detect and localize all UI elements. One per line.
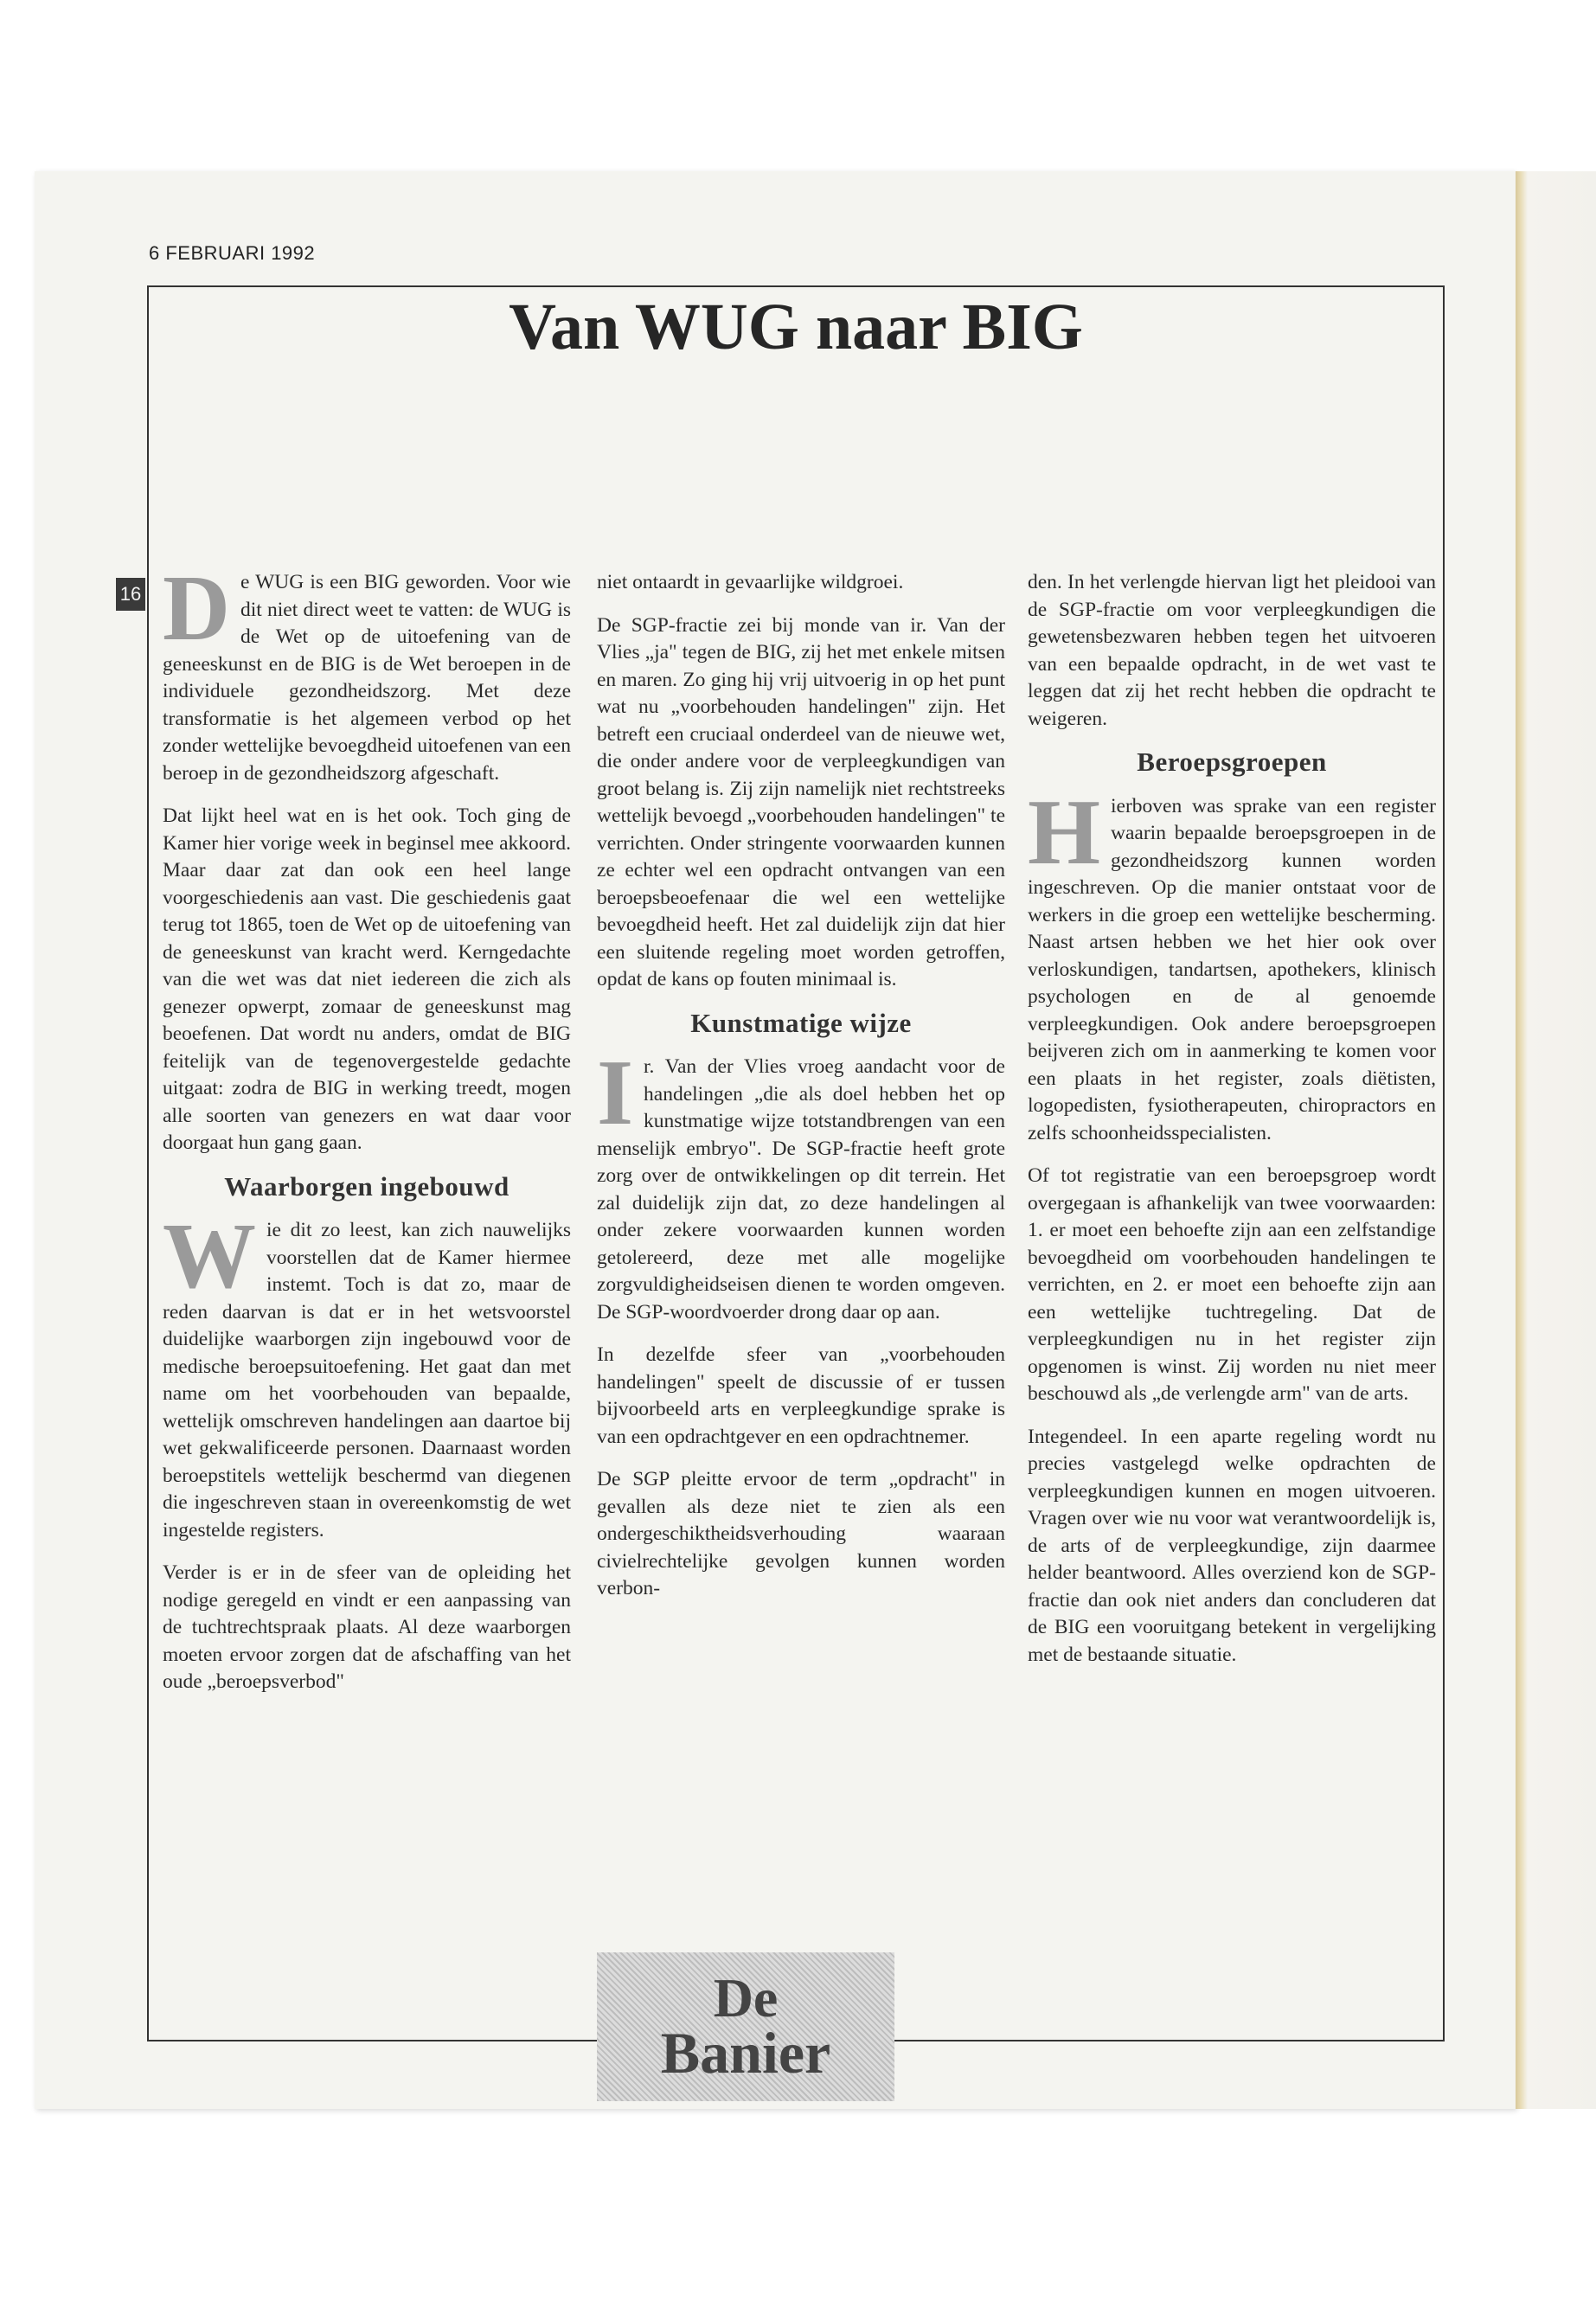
drop-cap: H [1028, 780, 1101, 884]
paragraph: niet ontaardt in gevaarlijke wildgroei. [597, 571, 904, 593]
paragraph [597, 1042, 1005, 1326]
paragraph-text: ie dit zo leest, kan zich nauwelijks voorstellen dat de Kamer hiermee instemt. Toch is dat zo, maar de reden daarvan is dat er in het wetsvoorstel duidelijke waarborgen zijn ingebouwd voor de medische beroepsuitoefening. Het gaat dan met name om het voorbehouden van bepaalde, wettelijk omschreven handelingen aan daartoe bij wet gekwalificeerde personen. Daarnaast worden beroepstitels wettelijk beschermd van diegenen die ingeschreven staan in overeenkomstig de wet ingestelde registers. [163, 1219, 571, 1541]
paragraph: Of tot registratie van een beroepsgroep wordt overgegaan is afhankelijk van twee voorwaarden: 1. er moet een behoefte zijn aan een zelfstandige bevoegdheid om voorbehouden handelingen te verrichten, en 2. er moet een behoefte zijn aan een wettelijke tuchtregeling. Dat de verpleegkundigen nu in het register zijn opgenomen is winst. Zij worden nu niet meer beschouwd als „de verlengde arm" van de arts. [1028, 1164, 1436, 1405]
article-title: Van WUG naar BIG [509, 291, 1083, 363]
drop-cap: D [163, 557, 230, 660]
paragraph: In dezelfde sfeer van „voorbehouden handelingen" speelt de discussie of er tussen bijvoorbeeld arts en verpleegkundige sprake is van een opdrachtgever en een opdrachtnemer. [597, 1343, 1005, 1448]
paragraph: den. In het verlengde hiervan ligt het pleidooi van de SGP-fractie om voor verpleegkundigen die gewetensbezwaren hebben tegen het uitvoeren van een bepaalde opdracht, in de wet vast te leggen dat zij het recht hebben die opdracht te weigeren. [1028, 571, 1436, 730]
issue-date: 6 FEBRUARI 1992 [149, 242, 316, 264]
drop-cap: I [597, 1042, 634, 1144]
column-3 [1028, 569, 1436, 1684]
logo-line-1: De [713, 1967, 779, 2029]
de-banier-logo [597, 1952, 894, 2101]
paragraph: De SGP-fractie zei bij monde van ir. Van der Vlies „ja" tegen de BIG, zij het met enkele mitsen en maren. Zo ging hij vrij uitvoerig in op het punt wat nu „voorbehouden handelingen" zijn. Het betreft een cruciaal onderdeel van de nieuwe wet, die onder andere voor de verpleegkundigen van groot belang is. Zij zijn namelijk niet rechtstreeks wettelijk bevoegd „voorbehouden handelingen" te verrichten. Onder stringente voorwaarden kunnen ze echter wel een opdracht ontvangen van een beroepsbeoefenaar die wel een wettelijke bevoegdheid heeft. Het zal duidelijk zijn dat hier een sluitende regeling moet worden getroffen, opdat de kans op fouten minimaal is. [597, 613, 1005, 990]
paragraph: Dat lijkt heel wat en is het ook. Toch ging de Kamer hier vorige week in beginsel mee akkoord. Maar daar zat dan ook een heel lange voorgeschiedenis aan vast. Die geschiedenis gaat terug tot 1865, toen de Wet op de uitoefening van de geneeskunst van kracht werd. Kerngedachte van die wet was dat niet iedereen die zich als genezer opwerpt, zomaar de geneeskunst mag beoefenen. Dat wordt nu anders, omdat de BIG feitelijk van de tegenovergestelde gedachte uitgaat: zodra de BIG in werking treedt, mogen alle soorten van genezers en wat daar voor doorgaat hun gang gaan. [163, 804, 571, 1154]
paragraph-text: r. Van der Vlies vroeg aandacht voor de handelingen „die als doel hebben het op kunstmatige wijze totstandbrengen van een menselijk embryo". De SGP-fractie heeft grote zorg over de ontwikkelingen op dit terrein. Het zal duidelijk zijn dat, zo deze handelingen al onder zekere voorwaarden kunnen worden getolereerd, deze met alle mogelijke zorgvuldigheidseisen dienen te worden omgeven. De SGP-woordvoerder drong daar op aan. [597, 1055, 1005, 1324]
paragraph [1028, 780, 1436, 1148]
paragraph [163, 1205, 571, 1544]
drop-cap: W [163, 1205, 256, 1308]
paragraph-text: e WUG is een BIG geworden. Voor wie dit niet direct weet te vatten: de WUG is de Wet op de uitoefening van de geneeskunst en de BIG is de Wet beroepen in de individuele gezondheidszorg. Met deze transformatie is het algemeen verbod op het zonder wettelijke bevoegdheid uitoefenen van een beroep in de gezondheidszorg afgeschaft. [163, 571, 571, 785]
logo-line-2: Banier [660, 2020, 831, 2086]
column-2 [597, 569, 1005, 1618]
page-number-badge: 16 [116, 578, 145, 611]
paragraph-text: ierboven was sprake van een register waarin bepaalde beroepsgroepen in de gezondheidszorg kunnen worden ingeschreven. Op die manier ontstaat voor de werkers in die groep een wettelijke bescherming. Naast artsen hebben we het hier ook over verloskundigen, tandartsen, apothekers, klinisch psychologen en de al genoemde verpleegkundigen. Ook andere beroepsgroepen beijveren zich om in aanmerking te komen voor een plaats in het register, zoals diëtisten, logopedisten, fysiotherapeuten, chiropractors en zelfs schoonheidsspecialisten. [1028, 794, 1436, 1144]
column-1 [163, 557, 571, 1712]
paragraph: Verder is er in de sfeer van de opleiding het nodige geregeld en vindt er een aanpassing van de tuchtrechtspraak plaats. Al deze waarborgen moeten ervoor zorgen dat de afschaffing van het oude „beroepsverbod" [163, 1561, 571, 1693]
subheading: Beroepsgroepen [1137, 747, 1327, 777]
next-page-edge [1516, 171, 1596, 2109]
subheading: Waarborgen ingebouwd [224, 1170, 510, 1202]
paragraph: De SGP pleitte ervoor de term „opdracht" in gevallen als deze niet te zien als een ondergeschiktheidsverhouding waaraan civielrechtelijke gevolgen kunnen worden verbon- [597, 1468, 1005, 1599]
paragraph [163, 557, 571, 787]
paragraph: Integendeel. In een aparte regeling wordt nu precies vastgelegd welke opdrachten de verpleegkundigen kunnen en mogen uitvoeren. Vragen over wie nu voor wat verantwoordelijk is, de arts of de verpleegkundige, zijn daarmee helder beantwoord. Alles overziend kon de SGP-fractie dan ook niet anders dan concluderen dat de BIG een vooruitgang betekent in vergelijking met de bestaande situatie. [1028, 1425, 1436, 1666]
subheading: Kunstmatige wijze [690, 1007, 912, 1038]
